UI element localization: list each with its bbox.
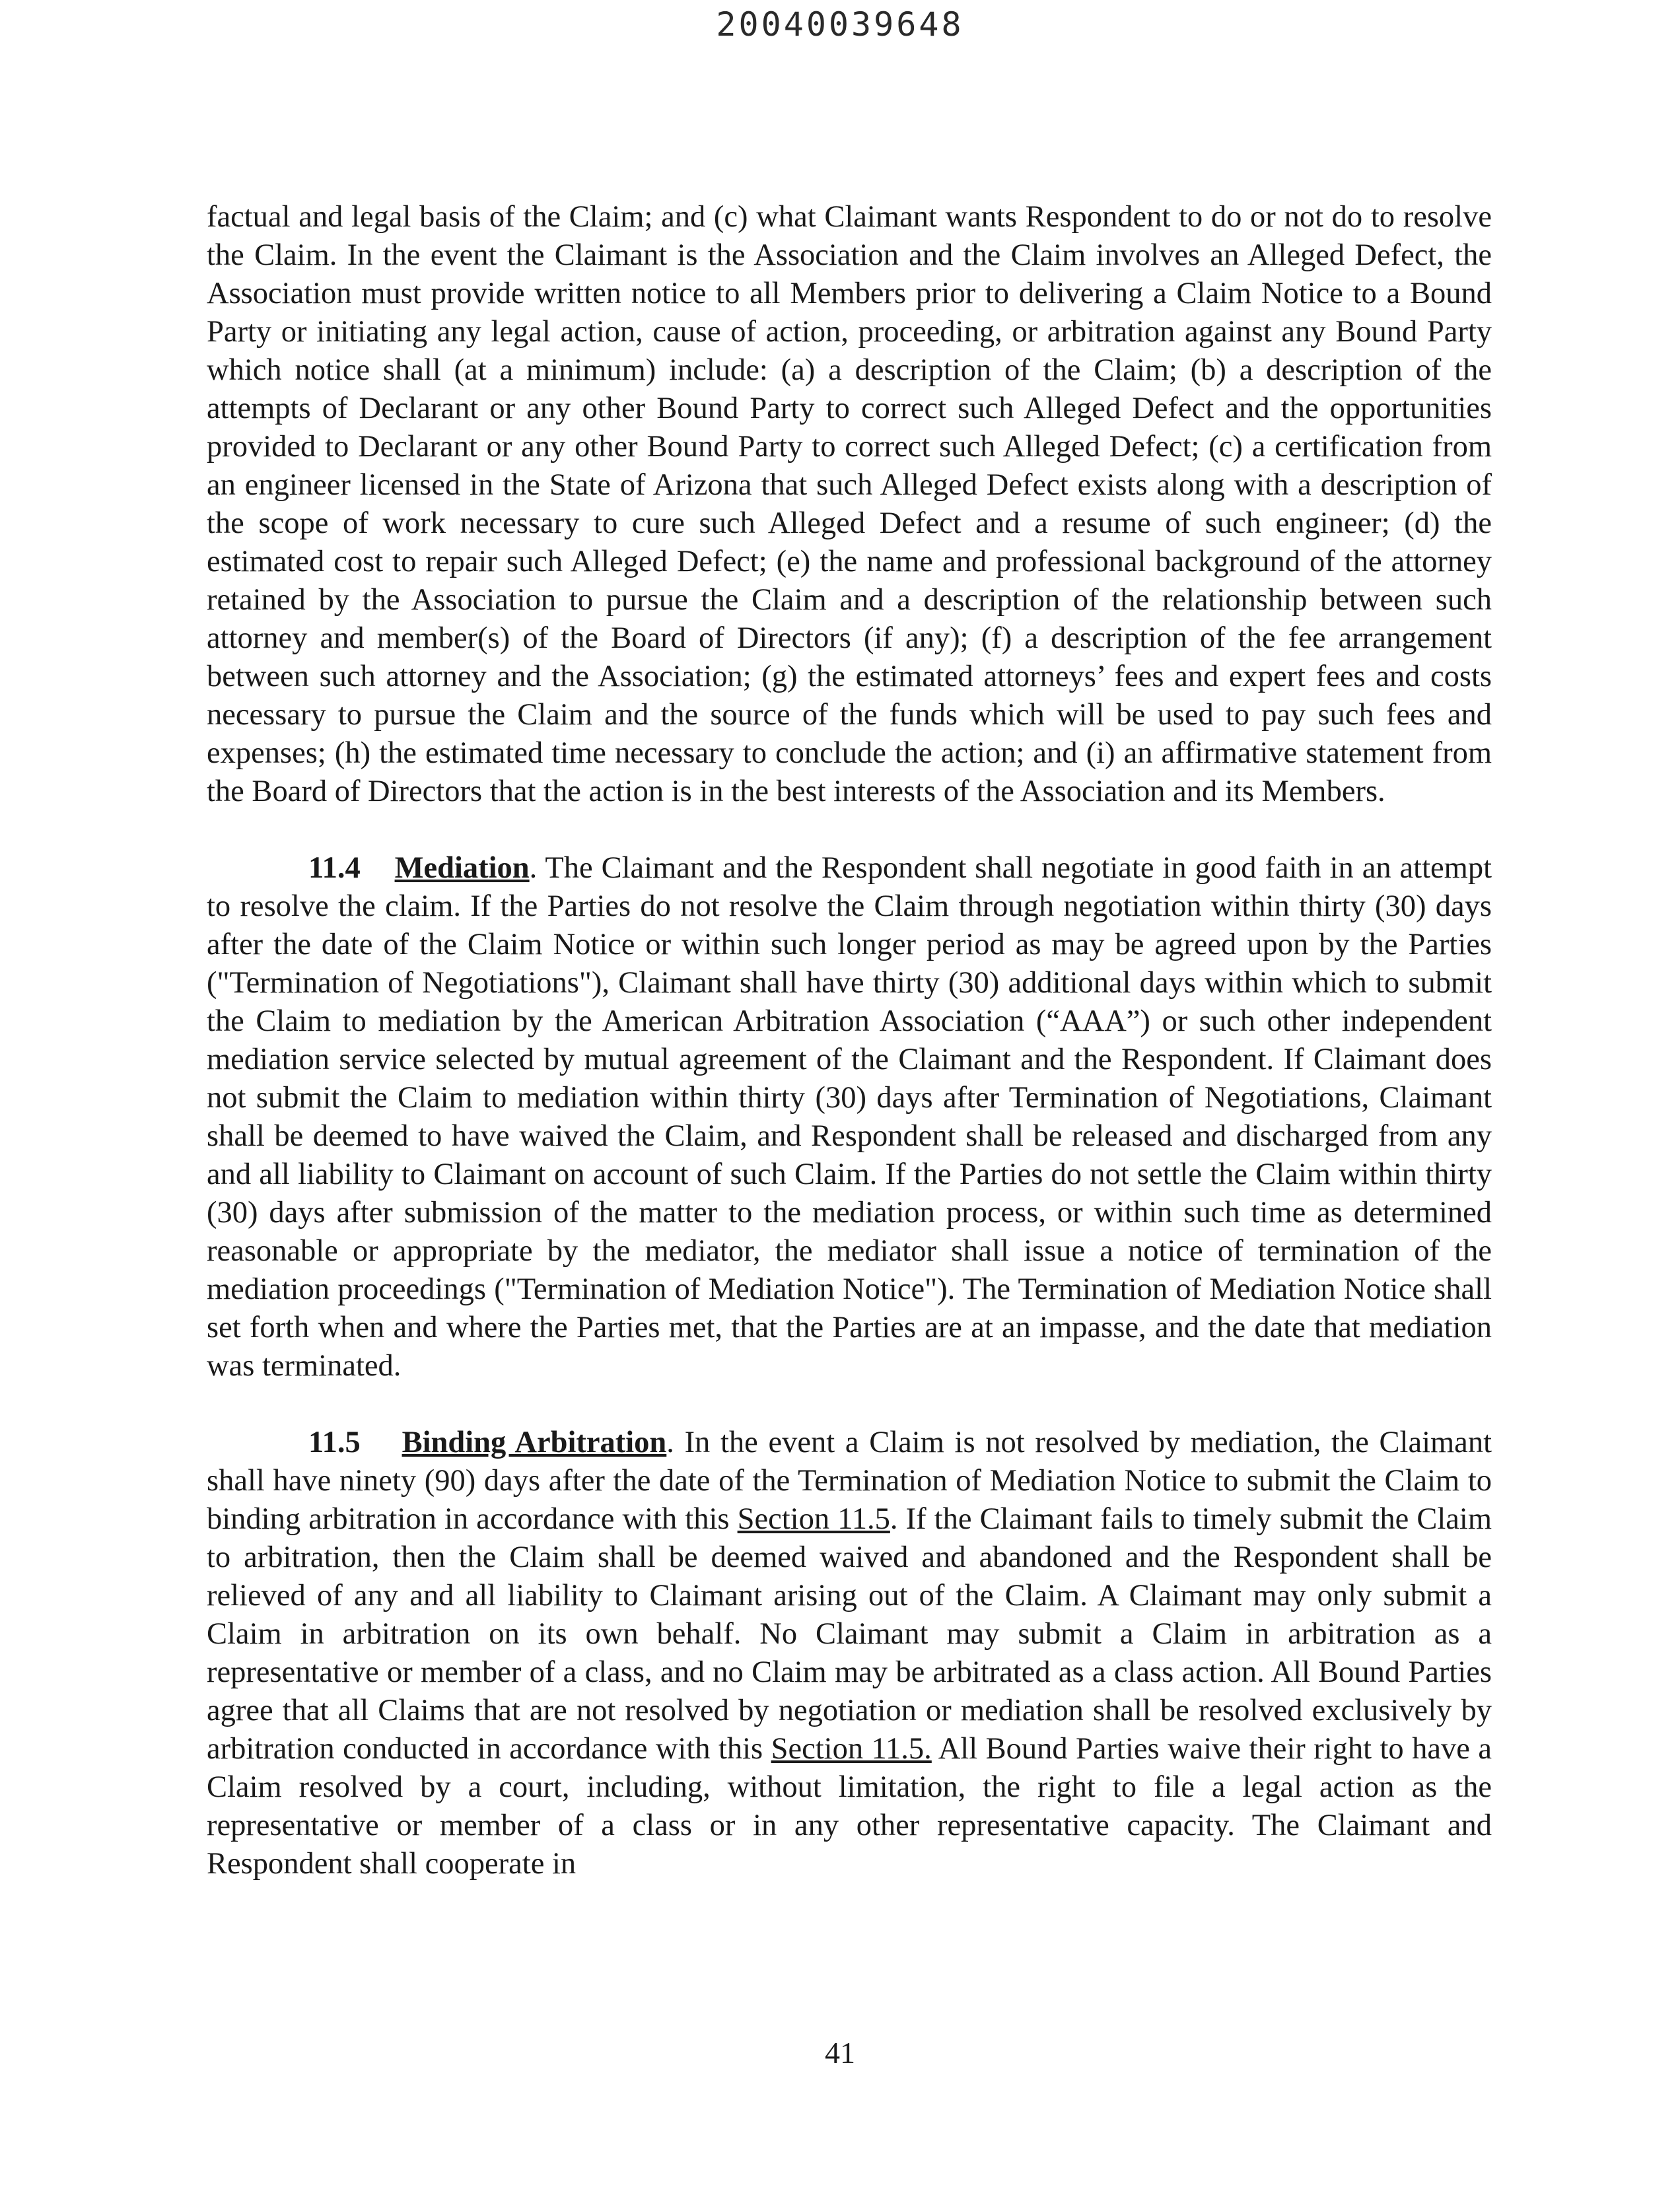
section-number: 11.4: [308, 851, 361, 885]
section-title-mediation: Mediation: [394, 851, 530, 885]
section-title-binding-arbitration: Binding Arbitration: [402, 1426, 667, 1459]
page-number: 41: [825, 2036, 855, 2069]
section-text: All Bound Parties waive their right to have a Claim resolved by a court, including, without limitation, the right to file a legal action as the representative or member of a class or in any other representative capacity. The Claimant and Respondent shall cooperate in: [207, 1732, 1492, 1881]
section-text: . If the Claimant fails to timely submit the Claim to arbitration, then the Claim shall be deemed waived and abandoned and the Respondent shall be relieved of any and all liability to Claimant arising out of the Claim. A Claimant may only submit a Claim in arbitration on its own behalf. No Claimant may submit a Claim in arbitration as a representative or member of a class, and no Claim may be arbitrated as a class action. All Bound Parties agree that all Claims that are not resolved by negotiation or mediation shall be resolved exclusively by arbitration conducted in accordance with this: [207, 1502, 1492, 1766]
section-number: 11.5: [308, 1426, 361, 1459]
section-text: . The Claimant and the Respondent shall negotiate in good faith in an attempt to resolve the claim. If the Parties do not resolve the Claim through negotiation within thirty (30) days after the date of the Claim Notice or within such longer period as may be agreed upon by the Parties ("Termination of Negotiations"), Claimant shall have thirty (30) additional days within which to submit the Claim to mediation by the American Arbitration Association (“AAA”) or such other independent mediation service selected by mutual agreement of the Claimant and the Respondent. If Claimant does not submit the Claim to mediation within thirty (30) days after Termination of Negotiations, Claimant shall be deemed to have waived the Claim, and Respondent shall be released and discharged from any and all liability to Claimant on account of such Claim. If the Parties do not settle the Claim within thirty (30) days after submission of the matter to the mediation process, or within such time as determined reasonable or appropriate by the mediator, the mediator shall issue a notice of termination of the mediation proceedings ("Termination of Mediation Notice"). The Termination of Mediation Notice shall set forth when and where the Parties met, that the Parties are at an impasse, and the date that mediation was terminated.: [207, 851, 1492, 1383]
document-number: 20040039648: [716, 5, 964, 44]
paragraph-claim-notice: factual and legal basis of the Claim; and (c) what Claimant wants Respondent to do or not do to resolve the Claim. In the event the Claimant is the Association and the Claim involves an Alleged Defect, the Association must provide written notice to all Members prior to delivering a Claim Notice to a Bound Party or initiating any legal action, cause of action, proceeding, or arbitration against any Bound Party which notice shall (at a minimum) include: (a) a description of the Claim; (b) a description of the attempts of Declarant or any other Bound Party to correct such Alleged Defect and the opportunities provided to Declarant or any other Bound Party to correct such Alleged Defect; (c) a certification from an engineer licensed in the State of Arizona that such Alleged Defect exists along with a description of the scope of work necessary to cure such Alleged Defect and a resume of such engineer; (d) the estimated cost to repair such Alleged Defect; (e) the name and professional background of the attorney retained by the Association to pursue the Claim and a description of the relationship between such attorney and member(s) of the Board of Directors (if any); (f) a description of the fee arrangement between such attorney and the Association; (g) the estimated attorneys’ fees and expert fees and costs necessary to pursue the Claim and the source of the funds which will be used to pay such fees and expenses; (h) the estimated time necessary to conclude the action; and (i) an affirmative statement from the Board of Directors that the action is in the best interests of the Association and its Members.: [207, 200, 1492, 808]
section-text: . In the event a Claim is not resolved by mediation, the Claimant shall have ninety (90) days after the date of the Termination of Mediation Notice to submit the Claim to binding arbitration in accordance with this: [207, 1426, 1492, 1536]
document-body: [207, 198, 1492, 1883]
section-11-5-paragraph: [207, 1424, 1492, 1883]
section-reference: Section 11.5: [737, 1502, 890, 1536]
section-reference: Section 11.5.: [771, 1732, 932, 1766]
section-11-4-paragraph: [207, 849, 1492, 1385]
